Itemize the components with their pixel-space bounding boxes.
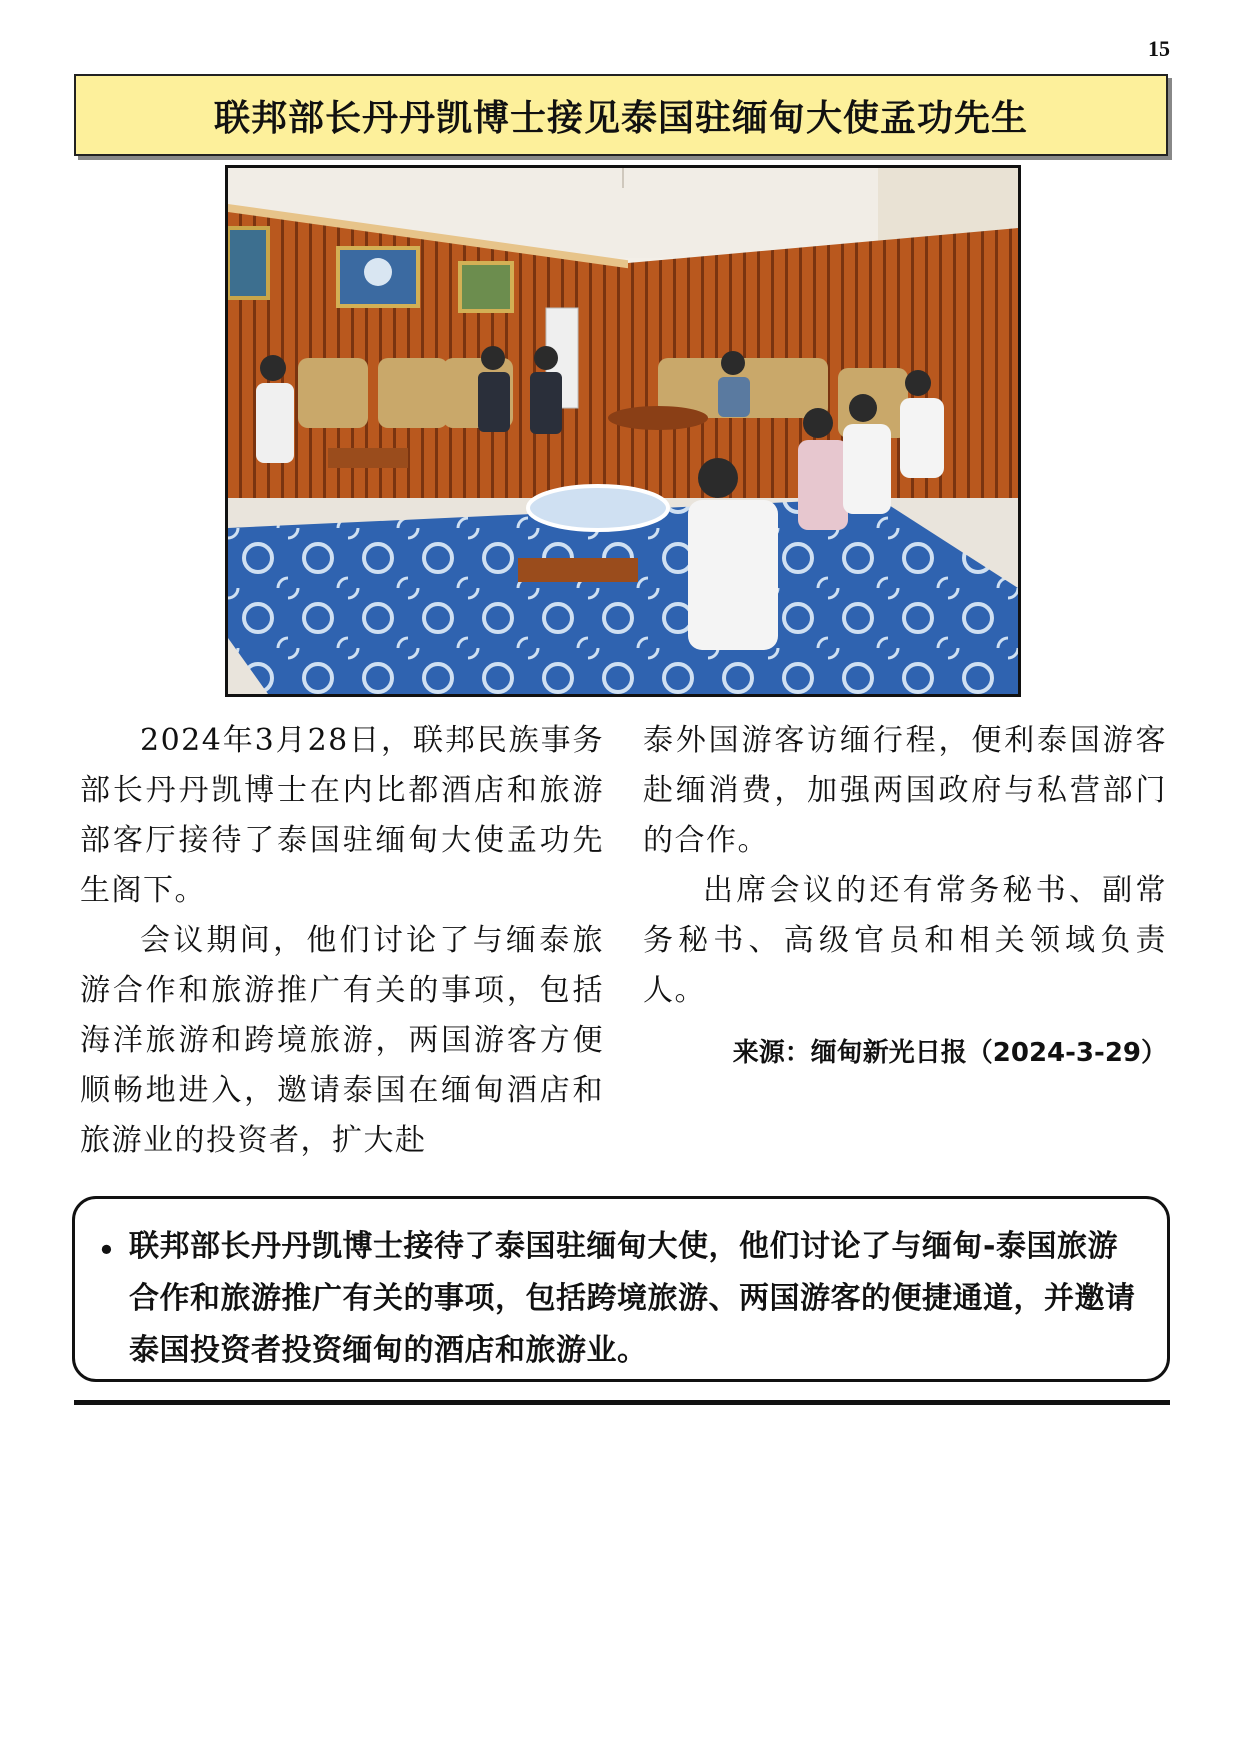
article-right-column <box>643 716 1167 1078</box>
summary-box <box>72 1196 1170 1382</box>
meeting-photo <box>225 165 1021 697</box>
article-paragraph: 2024年3月28日，联邦民族事务部长丹丹凯博士在内比都酒店和旅游部客厅接待了泰国驻缅甸大使孟功先生阁下。 <box>80 723 604 908</box>
bullet-icon: • <box>97 1231 116 1269</box>
article-paragraph: 泰外国游客访缅行程，便利泰国游客赴缅消费，加强两国政府与私营部门的合作。 <box>643 723 1167 858</box>
summary-text: 联邦部长丹丹凯博士接待了泰国驻缅甸大使，他们讨论了与缅甸-泰国旅游合作和旅游推广有关的事项，包括跨境旅游、两国游客的便捷通道，并邀请泰国投资者投资缅甸的酒店和旅游业。 <box>129 1229 1136 1368</box>
article-title-box <box>74 74 1168 156</box>
article-paragraph: 会议期间，他们讨论了与缅泰旅游合作和旅游推广有关的事项，包括海洋旅游和跨境旅游，两国游客方便顺畅地进入，邀请泰国在缅甸酒店和旅游业的投资者，扩大赴 <box>80 923 604 1158</box>
section-divider <box>74 1400 1170 1405</box>
article-left-column <box>80 716 604 1166</box>
page-number: 15 <box>1148 36 1170 61</box>
article-source: 来源：缅甸新光日报（2024-3-29） <box>732 1038 1167 1068</box>
article-paragraph: 出席会议的还有常务秘书、副常务秘书、高级官员和相关领域负责人。 <box>643 873 1167 1008</box>
meeting-room-illustration <box>228 168 1018 694</box>
article-title: 联邦部长丹丹凯博士接见泰国驻缅甸大使孟功先生 <box>213 97 1028 139</box>
